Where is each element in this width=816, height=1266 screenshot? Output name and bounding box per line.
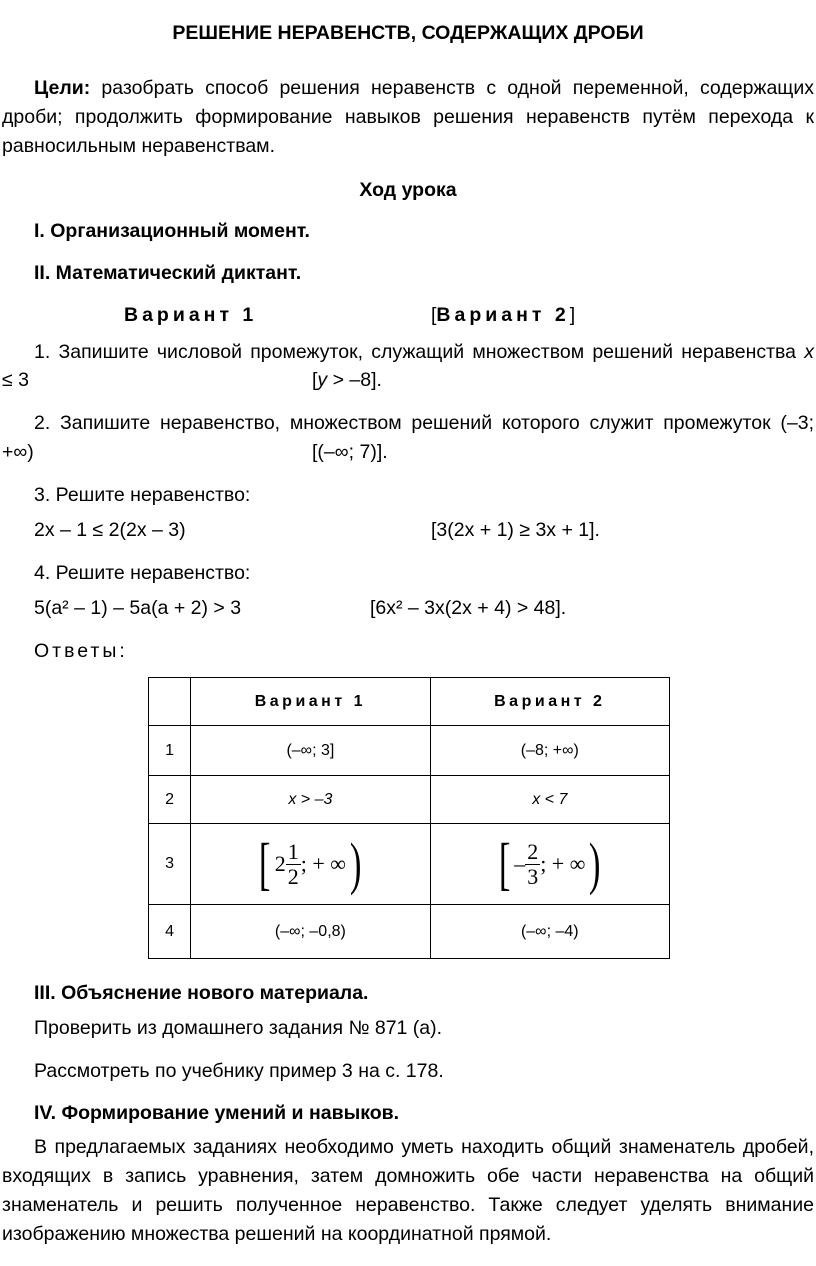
task-4-label: 4. Решите неравенство: <box>34 562 251 584</box>
interval-tail: ; + ∞ <box>300 851 346 876</box>
answers-label: Ответы: <box>34 640 128 662</box>
bracket-open: [ <box>498 831 511 896</box>
explain-paragraph-1: Проверить из домашнего задания № 871 (а). <box>34 1017 443 1039</box>
table-row <box>149 824 670 905</box>
task-4-v1: 5(a² – 1) – 5a(a + 2) > 3 <box>34 597 242 619</box>
skills-line-4: изображению множества решений на координатной прямой. <box>2 1223 552 1245</box>
answer-v1: x > –3 <box>191 776 430 824</box>
skills-line-2: входящих в запись уравнения, затем домножить обе части неравенства на общий <box>2 1165 814 1187</box>
task-4-v2: [6x² – 3x(2x + 4) > 48]. <box>370 597 567 619</box>
fraction-numerator: 2 <box>527 838 539 864</box>
table-header-empty <box>149 678 191 726</box>
answer-v1: (–∞; –0,8) <box>191 905 430 959</box>
goals-line-1 <box>34 77 814 100</box>
answers-table <box>148 677 670 959</box>
section-3-heading: III. Объяснение нового материала. <box>34 982 369 1004</box>
goals-line-2: дроби; продолжить формирование навыков решения неравенств путём перехода к <box>2 106 814 128</box>
paren-close: ) <box>589 831 601 896</box>
answer-v2-math <box>430 824 669 905</box>
section-1-heading: I. Организационный момент. <box>34 220 310 242</box>
task-3-v1: 2x – 1 ≤ 2(2x – 3) <box>34 519 186 541</box>
paren-close: ) <box>349 831 362 896</box>
task-1-v2-var: y <box>317 369 328 391</box>
answer-v1-math <box>191 824 430 905</box>
answer-v2: (–8; +∞) <box>430 726 669 776</box>
task-1-line-1 <box>34 341 814 364</box>
bracket-open: [ <box>259 831 271 896</box>
minus-sign: – <box>514 851 526 876</box>
fraction-numerator: 1 <box>287 838 299 864</box>
task-1-v2-open: [ <box>312 369 318 391</box>
task-1-v2-rest: > –8]. <box>327 369 382 391</box>
bracket-open: [ <box>431 304 437 326</box>
row-number: 4 <box>149 905 191 959</box>
table-row <box>149 726 670 776</box>
section-4-heading: IV. Формирование умений и навыков. <box>34 1102 400 1124</box>
table-header-variant-1: Вариант 1 <box>191 678 430 726</box>
page-title: РЕШЕНИЕ НЕРАВЕНСТВ, СОДЕРЖАЩИХ ДРОБИ <box>172 22 644 44</box>
section-2-heading: II. Математический диктант. <box>34 262 302 284</box>
task-2-v1: +∞) <box>2 441 34 463</box>
variant-2-label <box>431 304 575 327</box>
fraction-denominator: 2 <box>287 863 299 889</box>
table-header-row <box>149 678 670 726</box>
answer-v1: (–∞; 3] <box>191 726 430 776</box>
fraction-denominator: 3 <box>527 863 539 889</box>
task-3-label: 3. Решите неравенство: <box>34 484 251 506</box>
variant-1-label: Вариант 1 <box>124 304 258 326</box>
fraction <box>286 840 301 889</box>
task-1-var: x <box>804 341 814 363</box>
table-row <box>149 776 670 824</box>
table-header-variant-2: Вариант 2 <box>430 678 669 726</box>
row-number: 1 <box>149 726 191 776</box>
goals-label: Цели: <box>34 77 91 99</box>
row-number: 2 <box>149 776 191 824</box>
bracket-close: ] <box>569 304 576 326</box>
task-1-text: 1. Запишите числовой промежуток, служащий множеством решений неравенства <box>34 341 805 363</box>
goals-line-3: равносильным неравенствам. <box>2 135 275 157</box>
interval-tail: ; + ∞ <box>540 851 586 876</box>
explain-paragraph-2: Рассмотреть по учебнику пример 3 на с. 178. <box>34 1060 444 1082</box>
skills-line-3: знаменатель и решить полученное неравенство. Также следует уделять внимание <box>2 1194 814 1216</box>
task-2-line-1: 2. Запишите неравенство, множеством решений которого служит промежуток (–3; <box>34 412 814 434</box>
answer-v2: (–∞; –4) <box>430 905 669 959</box>
task-1-v2 <box>312 369 382 392</box>
fraction <box>525 840 540 889</box>
task-3-v2: [3(2x + 1) ≥ 3x + 1]. <box>431 519 600 541</box>
task-1-v1-answer: ≤ 3 <box>2 369 29 391</box>
skills-line-1: В предлагаемых заданиях необходимо уметь находить общий знаменатель дробей, <box>34 1136 814 1158</box>
lesson-heading: Ход урока <box>359 179 457 201</box>
answer-v2: x < 7 <box>430 776 669 824</box>
mixed-whole: 2 <box>274 851 286 876</box>
task-2-v2: [(–∞; 7)]. <box>312 441 388 463</box>
table-row <box>149 905 670 959</box>
variant-2-text: Вариант 2 <box>436 304 570 326</box>
goals-text-1: разобрать способ решения неравенств с одной переменной, содержащих <box>101 77 814 99</box>
row-number: 3 <box>149 824 191 905</box>
